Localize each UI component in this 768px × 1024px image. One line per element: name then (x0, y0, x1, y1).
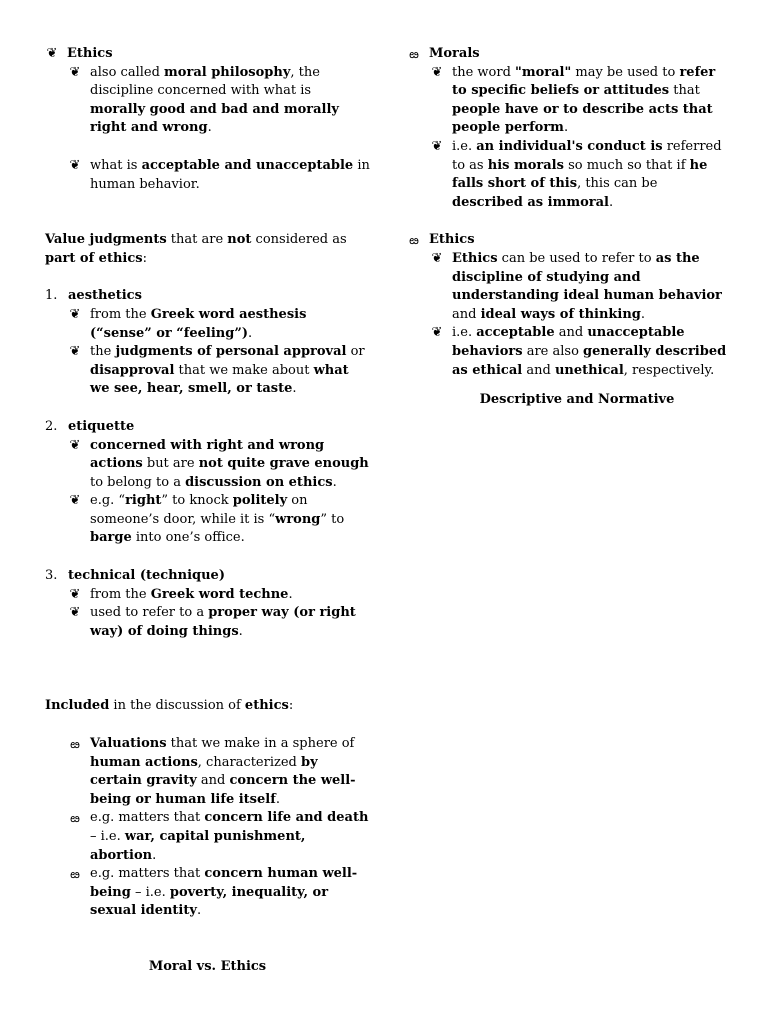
included-well-being: ఴ e.g. matters that concern human well-being – i.e. poverty, inequality, or sexual identity. (45, 865, 370, 921)
moral-vs-ethics-title: Moral vs. Ethics (148, 958, 267, 974)
ethics-acceptable: ❦ what is acceptable and unacceptable in human behavior. (69, 157, 370, 192)
right-column (407, 45, 727, 410)
value-judgments-intro: Value judgments that are not considered as part of ethics: (45, 232, 347, 266)
leaf-bullet-icon: ❦ (46, 46, 58, 61)
ethics-definition: ❦ also called moral philosophy, the discipline concerned with what is morally good and bad and morally right and wrong. (69, 64, 339, 136)
leaf-bullet-icon: ❦ (69, 493, 81, 509)
fleuron-bullet-icon: ఴ (409, 47, 419, 61)
included-valuations: ఴ Valuations that we make in a sphere of human actions, characterized by certain gravity and concern the well-being or human life itself. (45, 735, 370, 809)
fleuron-bullet-icon: ఴ (409, 233, 419, 248)
included-life-death: ఴ e.g. matters that concern life and death – i.e. war, capital punishment, abortion. (45, 809, 370, 865)
included-intro: Included in the discussion of ethics: (45, 698, 294, 714)
right-ethics-definition: ❦ Ethics can be used to refer to as the discipline of studying and understanding ideal human behavior and ideal ways of thinking. (431, 250, 722, 322)
technical-definition: ❦ used to refer to a proper way (or right way) of doing things. (69, 605, 356, 639)
leaf-bullet-icon: ❦ (69, 64, 81, 80)
right-ethics-heading: ఴ Ethics (407, 231, 727, 250)
aesthetics-origin: ❦ from the Greek word aesthesis (“sense” or “feeling”). (69, 306, 307, 341)
left-column (45, 45, 370, 977)
leaf-bullet-icon: ❦ (431, 250, 443, 266)
leaf-bullet-icon: ❦ (69, 605, 81, 621)
fleuron-bullet-icon: ఴ (70, 737, 80, 752)
morals-definition: ❦ the word "moral" may be used to refer to specific beliefs or attitudes that people have or to describe acts that people perform. (431, 64, 716, 136)
descriptive-normative-title: Descriptive and Normative (479, 392, 675, 408)
leaf-bullet-icon: ❦ (431, 64, 443, 80)
leaf-bullet-icon: ❦ (69, 306, 81, 322)
etiquette-definition: ❦ concerned with right and wrong actions but are not quite grave enough to belong to a discussion on ethics. (69, 437, 369, 490)
leaf-bullet-icon: ❦ (69, 586, 81, 602)
right-ethics-behaviors: ❦ i.e. acceptable and unacceptable behaviors are also generally described as ethical and unethical, respectively. (431, 325, 727, 378)
morals-heading: ఴ Morals (407, 45, 727, 64)
leaf-bullet-icon: ❦ (69, 157, 81, 173)
fleuron-bullet-icon: ఴ (70, 867, 80, 882)
leaf-bullet-icon: ❦ (431, 138, 443, 154)
ethics-heading: ❦ Ethics (45, 45, 370, 64)
leaf-bullet-icon: ❦ (69, 437, 81, 453)
etiquette-heading: 2. etiquette (45, 418, 135, 434)
technical-origin: ❦ from the Greek word techne. (45, 586, 370, 605)
leaf-bullet-icon: ❦ (431, 325, 443, 341)
leaf-bullet-icon: ❦ (69, 344, 81, 360)
fleuron-bullet-icon: ఴ (70, 811, 80, 826)
morals-conduct: ❦ i.e. an individual's conduct is referred to as his morals so much so that if he falls short of this, this can be described as immoral. (431, 138, 722, 210)
technical-heading: 3. technical (technique) (45, 568, 225, 584)
etiquette-example: ❦ e.g. “right” to knock politely on someone’s door, while it is “wrong” to barge into one’s office. (69, 493, 345, 546)
aesthetics-judgments: ❦ the judgments of personal approval or disapproval that we make about what we see, hear, smell, or taste. (69, 344, 365, 397)
aesthetics-heading: 1. aesthetics (45, 288, 142, 304)
